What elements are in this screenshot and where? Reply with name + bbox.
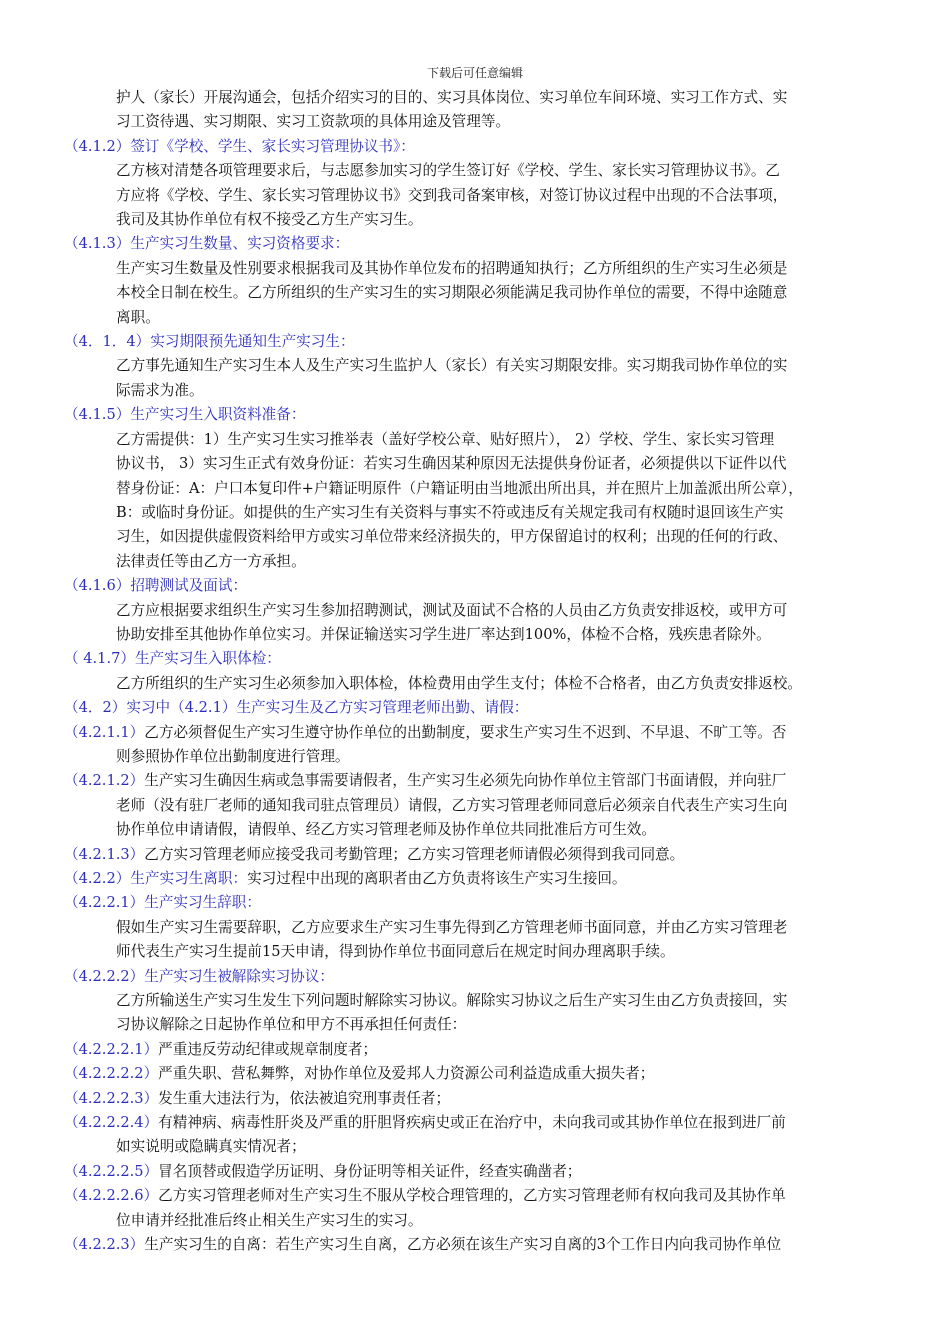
section-heading: （4.2.2.2.4） [64,1114,159,1132]
paragraph-line [64,1160,896,1184]
paragraph-line [64,1013,896,1037]
body-text: 实习过程中出现的离职者由乙方负责将该生产实习生接回。 [247,870,627,887]
body-text: 乙方事先通知生产实习生本人及生产实习生监护人（家长）有关实习期限安排。实习期我司协作单位的实 [116,357,788,375]
document-body [64,86,896,1258]
body-text: 位申请并经批准后终止相关生产实习生的实习。 [116,1211,423,1229]
body-text: 乙方所输送生产实习生发生下列问题时解除实习协议。解除实习协议之后生产实习生由乙方负责接回，实 [116,992,788,1010]
paragraph-line [64,403,896,427]
body-text: 冒名顶替或假造学历证明、身份证明等相关证件，经查实确凿者； [158,1162,582,1180]
section-heading: （4.2.1.3） [64,845,145,863]
body-text: 护人（家长）开展沟通会，包括介绍实习的目的、实习具体岗位、实习单位车间环境、实习工作方式、实 [116,89,788,106]
paragraph-line [64,965,896,989]
body-text: 发生重大违法行为，依法被追究刑事责任者； [158,1089,451,1107]
paragraph-line [64,623,896,647]
paragraph-line [64,672,896,696]
body-text: 际需求为准。 [116,381,204,399]
paragraph-line [64,550,896,574]
body-text: 协作单位申请请假，请假单、经乙方实习管理老师及协作单位共同批准后方可生效。 [116,821,656,839]
paragraph-line [64,1135,896,1159]
section-heading: （4.2.2.1）生产实习生辞职： [64,894,261,912]
body-text: 乙方实习管理老师应接受我司考勤管理；乙方实习管理老师请假必须得到我司同意。 [144,845,685,863]
section-heading: （4.1.6）招聘测试及面试： [64,577,248,595]
body-text: 替身份证：A：户口本复印件+户籍证明原件（户籍证明由当地派出所出具，并在照片上加盖派出所公章）， [116,479,803,497]
body-text: 则参照协作单位出勤制度进行管理。 [116,747,350,765]
section-heading: （4.2.2.2.1） [64,1040,159,1058]
section-heading: （4.2.2.2）生产实习生被解除实习协议： [64,967,334,985]
paragraph-line [64,281,896,305]
paragraph-line [64,110,896,134]
body-text: 严重失职、营私舞弊，对协作单位及爱邦人力资源公司利益造成重大损失者； [158,1065,655,1083]
body-text: 本校全日制在校生。乙方所组织的生产实习生的实习期限必须能满足我司协作单位的需要，不得中途随意 [116,284,788,302]
paragraph-line [64,159,896,183]
paragraph-line [64,940,896,964]
paragraph-line [64,891,896,915]
paragraph-line [64,745,896,769]
section-heading: （4.2.1.2） [64,772,145,790]
paragraph-line [64,696,896,720]
body-text: B：或临时身份证。如提供的生产实习生有关资料与事实不符或违反有关规定我司有权随时退回该生产实 [116,503,784,521]
paragraph-line [64,257,896,281]
paragraph-line [64,1087,896,1111]
body-text: 乙方所组织的生产实习生必须参加入职体检，体检费用由学生支付；体检不合格者，由乙方负责安排返校。 [116,674,802,692]
body-text: 假如生产实习生需要辞职，乙方应要求生产实习生事先得到乙方管理老师书面同意，并由乙方实习管理老 [116,918,788,936]
section-heading: （4.1.3）生产实习生数量、实习资格要求： [64,235,350,253]
body-text: 师代表生产实习生提前15天申请，得到协作单位书面同意后在规定时间办理离职手续。 [116,943,675,961]
paragraph-line [64,501,896,525]
section-heading: （4.2.2.2.3） [64,1089,159,1107]
section-heading: （4.2.2.2.5） [64,1162,159,1180]
body-text: 生产实习生的自离：若生产实习生自离，乙方必须在该生产实习自离的3个工作日内向我司协作单位 [144,1236,782,1254]
body-text: 习工资待遇、实习期限、实习工资款项的具体用途及管理等。 [116,113,511,131]
paragraph-line [64,818,896,842]
body-text: 严重违反劳动纪律或规章制度者； [158,1040,378,1058]
body-text: 生产实习生数量及性别要求根据我司及其协作单位发布的招聘通知执行；乙方所组织的生产实习生必须是 [116,259,788,277]
paragraph-line [64,184,896,208]
paragraph-line [64,1038,896,1062]
paragraph-line [64,721,896,745]
paragraph-line [64,867,896,891]
body-text: 法律责任等由乙方一方承担。 [116,552,306,570]
paragraph-line [64,86,896,110]
paragraph-line [64,306,896,330]
body-text: 离职。 [116,308,160,326]
paragraph-line [64,232,896,256]
section-heading: （4．1．4）实习期限预先通知生产实习生： [64,333,355,351]
paragraph-line [64,769,896,793]
paragraph-line [64,208,896,232]
paragraph-line [64,379,896,403]
body-text: 协助安排至其他协作单位实习。并保证输送实习学生进厂率达到100%，体检不合格，残疾患者除外。 [116,625,771,643]
body-text: 生产实习生确因生病或急事需要请假者，生产实习生必须先向协作单位主管部门书面请假，并向驻厂 [144,772,787,790]
paragraph-line [64,477,896,501]
section-heading: （4.2.2）生产实习生离职： [64,870,248,887]
section-heading: （4.1.2）签订《学校、学生、家长实习管理协议书》： [64,137,415,155]
body-text: 习生，如因提供虚假资料给甲方或实习单位带来经济损失的，甲方保留追讨的权利；出现的任何的行政、 [116,528,788,546]
body-text: 乙方核对清楚各项管理要求后，与志愿参加实习的学生签订好《学校、学生、家长实习管理协议书》。乙 [116,162,781,180]
paragraph-line [64,354,896,378]
body-text: 习协议解除之日起协作单位和甲方不再承担任何责任： [116,1016,467,1034]
body-text: 如实说明或隐瞒真实情况者； [116,1138,306,1156]
body-text: 我司及其协作单位有权不接受乙方生产实习生。 [116,211,423,229]
paragraph-line [64,794,896,818]
paragraph-line [64,916,896,940]
paragraph-line [64,1184,896,1208]
section-heading: （4.2.1.1） [64,723,145,741]
body-text: 有精神病、病毒性肝炎及严重的肝胆肾疾病史或正在治疗中，未向我司或其协作单位在报到进厂前 [158,1114,786,1132]
paragraph-line [64,647,896,671]
body-text: 协议书， 3）实习生正式有效身份证：若实习生确因某种原因无法提供身份证者，必须提供以下证件以代 [116,455,787,473]
body-text: 乙方实习管理老师对生产实习生不服从学校合理管理的，乙方实习管理老师有权向我司及其协作单 [158,1187,786,1205]
body-text: 乙方需提供：1）生产实习生实习推举表（盖好学校公章、贴好照片）， 2）学校、学生、家长实习管理 [116,430,775,448]
paragraph-line [64,843,896,867]
section-heading: （ 4.1.7）生产实习生入职体检： [64,650,281,668]
section-heading: （4.1.5）生产实习生入职资料准备： [64,406,306,424]
paragraph-line [64,1111,896,1135]
page-header: 下载后可任意编辑 [426,66,523,80]
paragraph-line [64,135,896,159]
paragraph-line [64,599,896,623]
paragraph-line [64,1062,896,1086]
paragraph-line [64,574,896,598]
paragraph-line [64,428,896,452]
section-heading: （4.2.2.3） [64,1236,145,1254]
body-text: 方应将《学校、学生、家长实习管理协议书》交到我司备案审核，对签订协议过程中出现的不合法事项， [116,186,788,204]
paragraph-line [64,989,896,1013]
paragraph-line [64,525,896,549]
section-heading: （4.2.2.2.6） [64,1187,159,1205]
paragraph-line [64,1209,896,1233]
section-heading: （4.2.2.2.2） [64,1065,159,1083]
body-text: 乙方应根据要求组织生产实习生参加招聘测试，测试及面试不合格的人员由乙方负责安排返校，或甲方可 [116,601,788,619]
section-heading: （4．2）实习中（4.2.1）生产实习生及乙方实习管理老师出勤、请假： [64,699,529,717]
paragraph-line [64,452,896,476]
body-text: 乙方必须督促生产实习生遵守协作单位的出勤制度，要求生产实习生不迟到、不早退、不旷工等。否 [144,723,787,741]
paragraph-line [64,1233,896,1257]
body-text: 老师（没有驻厂老师的通知我司驻点管理员）请假，乙方实习管理老师同意后必须亲自代表生产实习生向 [116,796,788,814]
paragraph-line [64,330,896,354]
